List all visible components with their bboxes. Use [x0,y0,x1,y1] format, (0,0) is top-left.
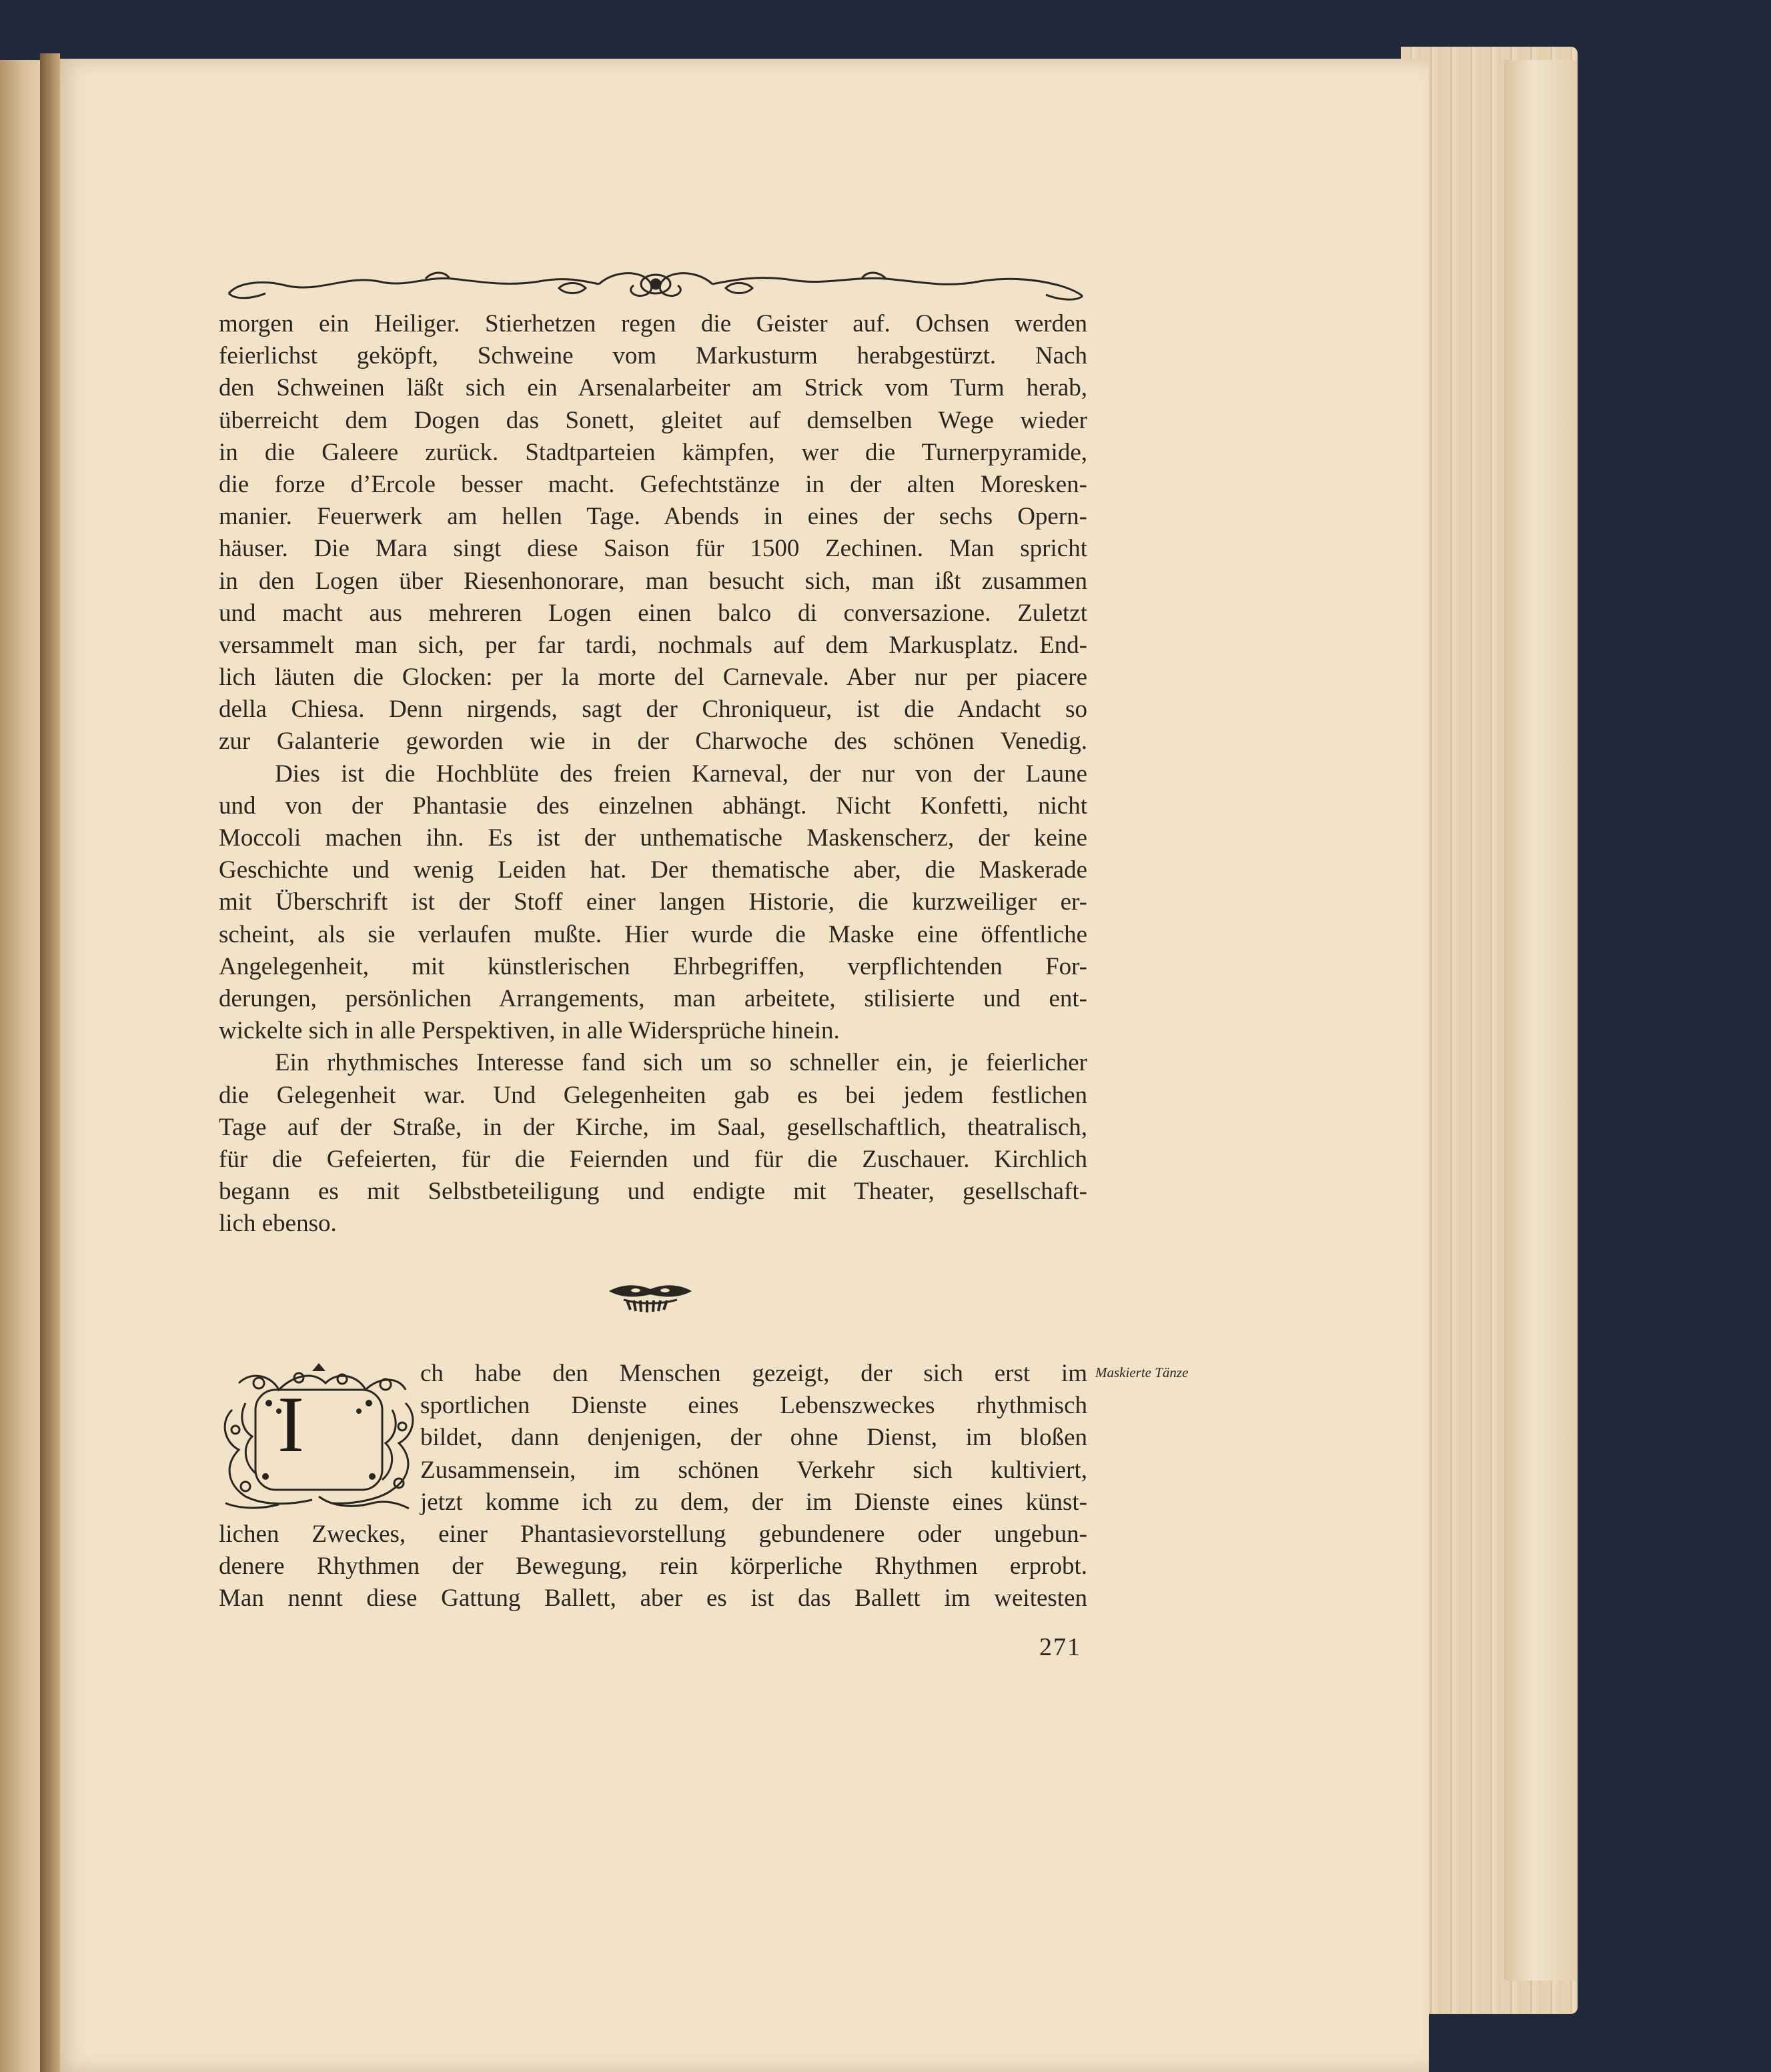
text-line: Moccoli machen ihn. Es ist der unthematische Maskenscherz, der keine [219,824,1087,852]
text-line: lich läuten die Glocken: per la morte del Carnevale. Aber nur per piacere [219,664,1087,692]
text-line: lichen Zweckes, einer Phantasievorstellung gebundenere oder ungebun- [219,1520,1087,1548]
floral-initial-icon [219,1363,419,1511]
text-line: jetzt komme ich zu dem, der im Dienste eines künst- [420,1488,1087,1516]
text-line: in die Galeere zurück. Stadtparteien kämpfen, wer die Turnerpyramide, [219,438,1087,466]
text-line: wickelte sich in alle Perspektiven, in alle Widersprüche hinein. [219,1017,840,1045]
text-line: und macht aus mehreren Logen einen balco di conversazione. Zuletzt [219,599,1087,627]
scroll-ornament-icon [225,261,1086,303]
text-line: begann es mit Selbstbeteiligung und endigte mit Theater, gesellschaft- [219,1178,1087,1206]
text-line: feierlichst geköpft, Schweine vom Markusturm herabgestürzt. Nach [219,342,1087,370]
text-line: bildet, dann denjenigen, der ohne Dienst, im bloßen [420,1424,1087,1452]
text-line: morgen ein Heiliger. Stierhetzen regen die Geister auf. Ochsen werden [219,310,1087,337]
paragraph-start-line: Dies ist die Hochblüte des freien Karneval, der nur von der Laune [275,760,1087,788]
margin-note: Maskierte Tänze [1095,1364,1189,1380]
section-text [219,1358,1087,1615]
text-line: für die Gefeierten, für die Feiernden und für die Zuschauer. Kirchlich [219,1145,1087,1173]
text-line: denere Rhythmen der Bewegung, rein körperliche Rhythmen erprobt. [219,1552,1087,1581]
text-line: lich ebenso. [219,1210,337,1238]
text-line: sportlichen Dienste eines Lebenszweckes rhythmisch [420,1392,1087,1420]
text-line: die forze d’Ercole besser macht. Gefechtstänze in der alten Moresken- [219,470,1087,498]
page-stack-fold [1504,60,1578,1981]
text-line: Man nennt diese Gattung Ballett, aber es ist das Ballett im weitesten [219,1585,1087,1613]
text-line: in den Logen über Riesenhonorare, man besucht sich, man ißt zusammen [219,567,1087,595]
text-line: den Schweinen läßt sich ein Arsenalarbeiter am Strick vom Turm herab, [219,374,1087,402]
text-line: häuser. Die Mara singt diese Saison für 1500 Zechinen. Man spricht [219,535,1087,563]
text-line: scheint, als sie verlaufen mußte. Hier wurde die Maske eine öffentliche [219,920,1087,948]
text-line: manier. Feuerwerk am hellen Tage. Abends in eines der sechs Opern- [219,503,1087,531]
text-line: Angelegenheit, mit künstlerischen Ehrbegriffen, verpflichtenden For- [219,952,1087,980]
text-line: della Chiesa. Denn nirgends, sagt der Chroniqueur, ist die Andacht so [219,696,1087,724]
mask-ornament-icon [604,1282,697,1315]
gutter [40,53,60,2072]
text-line: Geschichte und wenig Leiden hat. Der thematische aber, die Maskerade [219,856,1087,884]
page-number: 271 [1039,1633,1081,1661]
text-line: und von der Phantasie des einzelnen abhängt. Nicht Konfetti, nicht [219,792,1087,820]
paragraph-start-line: Ein rhythmisches Interesse fand sich um so schneller ein, je feierlicher [275,1049,1087,1077]
text-line: ch habe den Menschen gezeigt, der sich erst im [420,1360,1087,1387]
text-line: Zusammensein, im schönen Verkehr sich kultiviert, [420,1456,1087,1484]
dropcap-letter: I [277,1380,304,1468]
body-text [219,308,1087,1240]
text-line: derungen, persönlichen Arrangements, man arbeitete, stilisierte und ent- [219,984,1087,1012]
text-line: überreicht dem Dogen das Sonett, gleitet auf demselben Wege wieder [219,406,1087,434]
text-line: versammelt man sich, per far tardi, nochmals auf dem Markusplatz. End- [219,631,1087,659]
text-line: zur Galanterie geworden wie in der Charwoche des schönen Venedig. [219,728,1087,756]
text-line: mit Überschrift ist der Stoff einer langen Historie, die kurzweiliger er- [219,888,1087,916]
text-line: Tage auf der Straße, in der Kirche, im Saal, gesellschaftlich, theatralisch, [219,1113,1087,1141]
text-line: die Gelegenheit war. Und Gelegenheiten gab es bei jedem festlichen [219,1081,1087,1109]
